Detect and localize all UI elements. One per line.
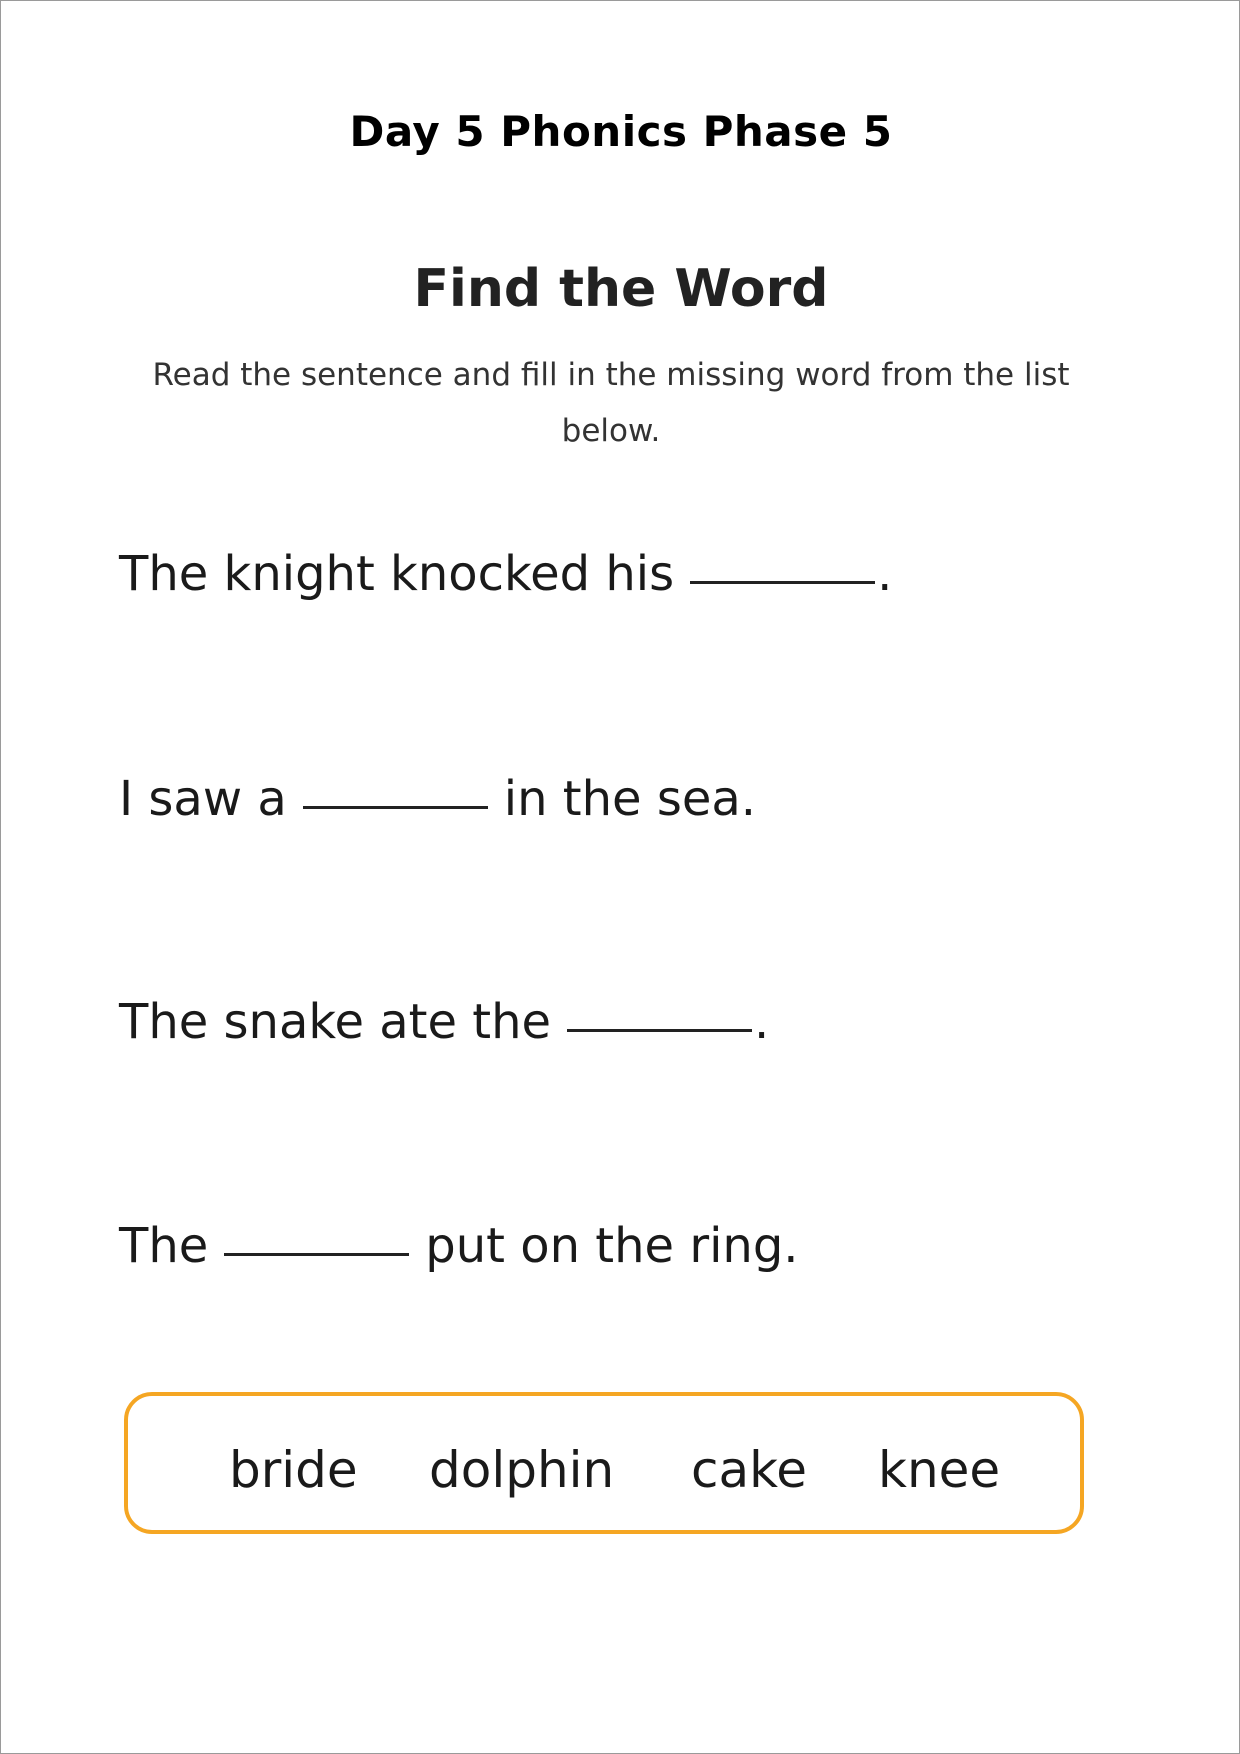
sentence-3 <box>119 994 769 1050</box>
sentence-2 <box>119 771 756 827</box>
sentence-3-before: The snake ate the <box>119 994 552 1050</box>
word-bank-item-knee: knee <box>878 1441 1001 1499</box>
word-bank-item-bride: bride <box>229 1441 358 1499</box>
sentence-2-blank[interactable] <box>303 806 488 809</box>
sentence-2-after: in the sea. <box>503 771 757 827</box>
sentence-1-before: The knight knocked his <box>119 546 675 602</box>
sentence-3-blank[interactable] <box>567 1029 752 1032</box>
sentence-1-after: . <box>877 546 893 602</box>
word-bank-item-cake: cake <box>691 1441 808 1499</box>
sentence-4 <box>119 1218 799 1274</box>
worksheet-instructions: Read the sentence and fill in the missing word from the list below. <box>152 357 1070 449</box>
sentence-2-before: I saw a <box>119 771 287 827</box>
sentence-1 <box>119 546 892 602</box>
sentence-3-after: . <box>754 994 770 1050</box>
word-bank-item-dolphin: dolphin <box>429 1441 615 1499</box>
sentence-4-after: put on the ring. <box>425 1218 799 1274</box>
sentence-4-before: The <box>119 1218 209 1274</box>
sentence-1-blank[interactable] <box>690 581 875 584</box>
sentence-4-blank[interactable] <box>224 1253 409 1256</box>
page-header-title: Day 5 Phonics Phase 5 <box>349 107 893 156</box>
worksheet-title: Find the Word <box>413 259 829 319</box>
